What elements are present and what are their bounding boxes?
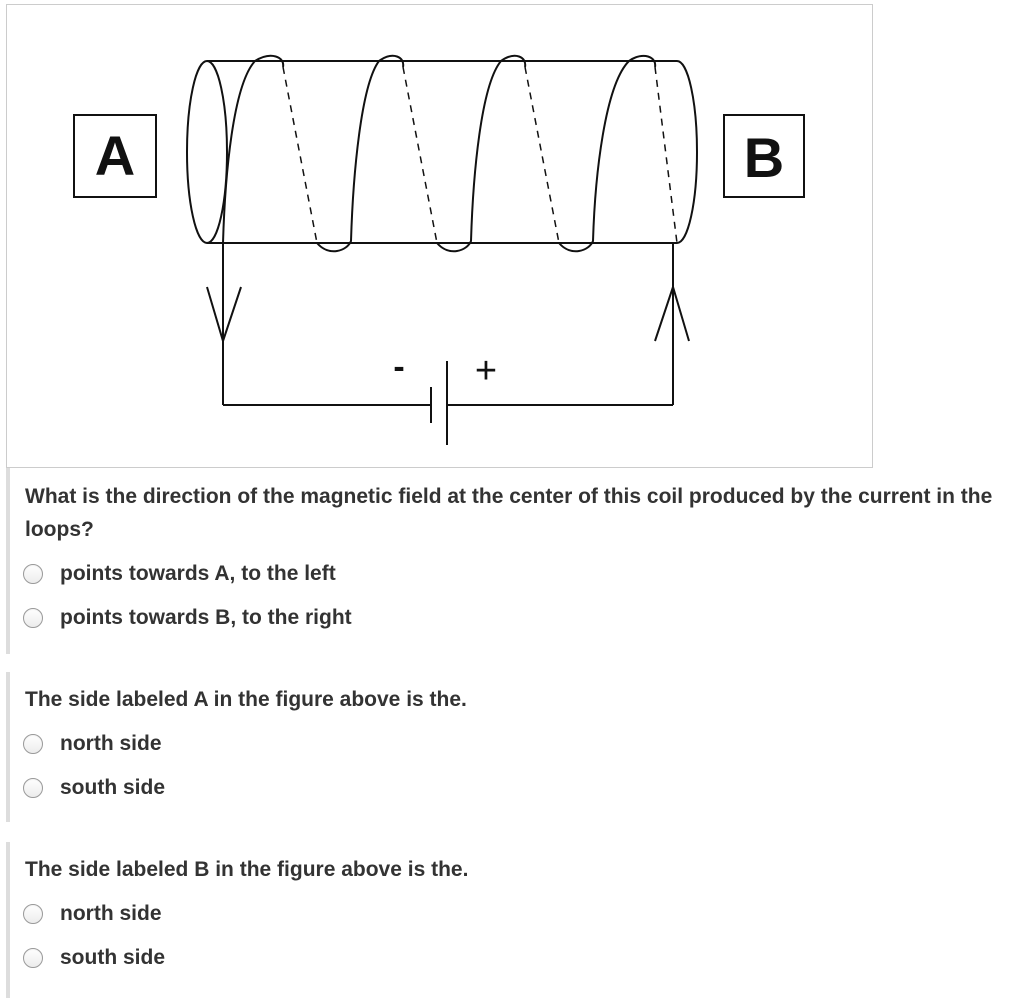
option-label: north side (60, 732, 162, 755)
question-3-option-2[interactable] (23, 942, 165, 974)
coil-back-segments (283, 67, 677, 243)
option-label: north side (60, 902, 162, 925)
coil-front-loops (223, 56, 655, 251)
radio-button[interactable] (23, 904, 43, 924)
radio-button[interactable] (23, 608, 43, 628)
label-a-text: A (94, 124, 136, 187)
option-label: south side (60, 946, 166, 969)
radio-button[interactable] (23, 734, 43, 754)
question-3 (6, 842, 706, 998)
solenoid-figure (6, 4, 873, 468)
radio-button[interactable] (23, 564, 43, 584)
question-1-text: What is the direction of the magnetic field at the center of this coil produced by the current in the loops? (25, 485, 993, 541)
option-label: points towards A, to the left (60, 562, 336, 585)
battery-icon (431, 361, 447, 445)
radio-button[interactable] (23, 948, 43, 968)
coil-cylinder (187, 61, 697, 243)
question-1 (6, 468, 1016, 654)
question-2 (6, 672, 706, 822)
battery-positive-sign: + (474, 350, 498, 392)
question-1-option-2[interactable] (23, 602, 352, 634)
question-3-text: The side labeled B in the figure above is the. (25, 858, 469, 881)
option-label: points towards B, to the right (60, 606, 352, 629)
question-1-option-1[interactable] (23, 558, 336, 590)
question-2-option-1[interactable] (23, 728, 162, 760)
battery-negative-sign: - (393, 348, 405, 386)
solenoid-diagram (7, 5, 872, 467)
question-3-option-1[interactable] (23, 898, 162, 930)
radio-button[interactable] (23, 778, 43, 798)
question-2-text: The side labeled A in the figure above is the. (25, 688, 467, 711)
label-b-text: B (743, 126, 785, 189)
current-arrows (207, 287, 689, 341)
option-label: south side (60, 776, 166, 799)
question-2-option-2[interactable] (23, 772, 165, 804)
